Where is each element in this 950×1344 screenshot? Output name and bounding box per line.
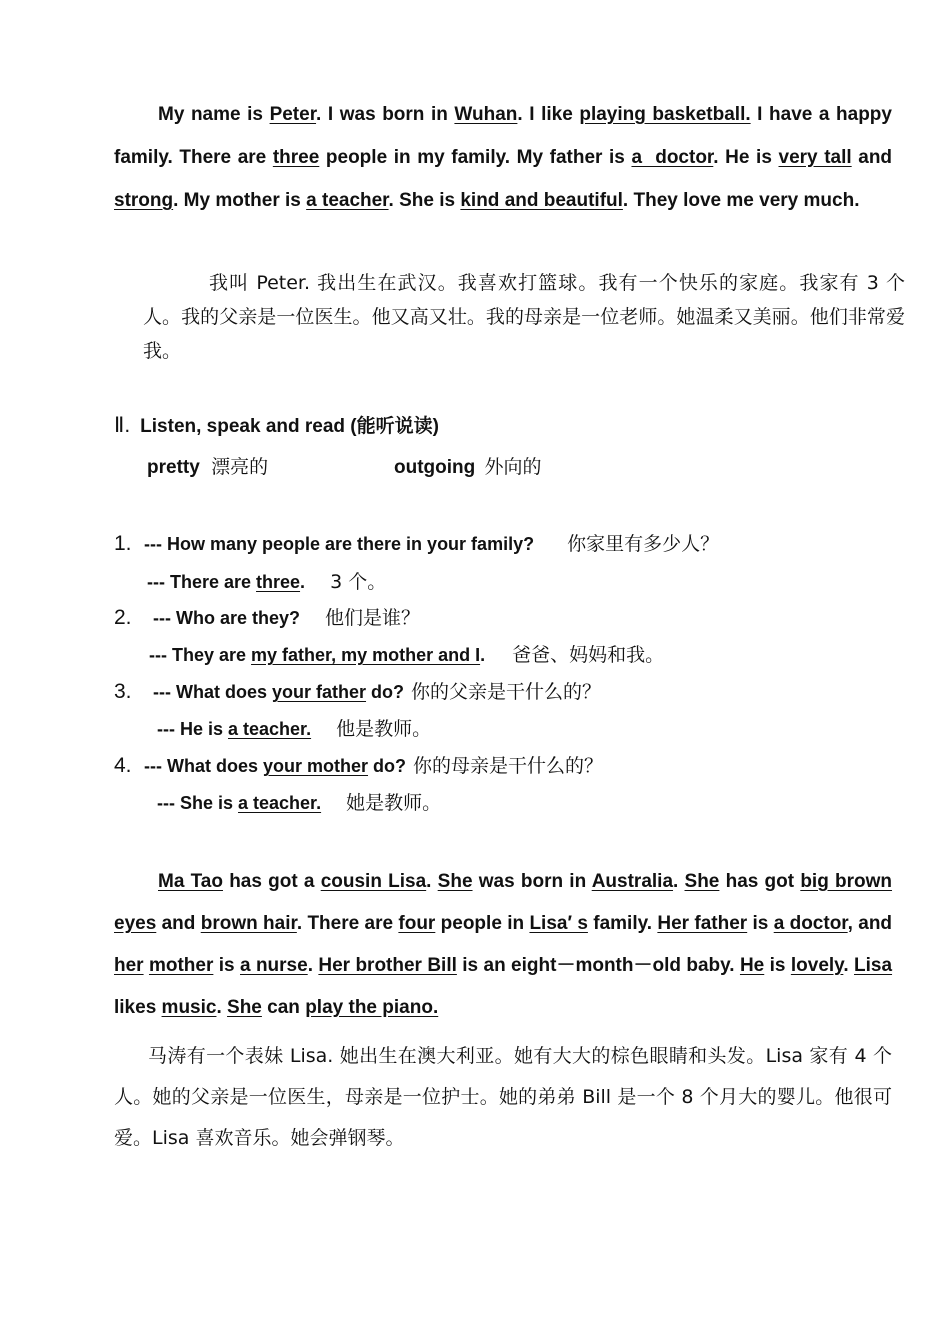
text: . She is bbox=[388, 190, 461, 211]
underlined-answer: Her brother Bill bbox=[318, 955, 457, 976]
answer-text: . bbox=[300, 572, 306, 592]
dialogue-answer bbox=[147, 567, 386, 594]
text: . He is bbox=[713, 147, 779, 168]
answer-text: --- She is bbox=[157, 793, 239, 813]
text: was born in bbox=[472, 871, 592, 892]
text: . There are bbox=[296, 913, 399, 934]
question-translation: 他们是谁？ bbox=[325, 607, 421, 629]
dialogue-question bbox=[114, 677, 601, 704]
underlined-answer: Ma Tao bbox=[158, 871, 223, 892]
text: I have a happy family. There are bbox=[114, 104, 892, 168]
dialogue-question bbox=[114, 751, 603, 778]
translation-2: 马涛有一个表妹 Lisa. 她出生在澳大利亚。她有大大的棕色眼睛和头发。Lisa 家有 4 个人。她的父亲是一位医生，母亲是一位护士。她的弟弟 Bill 是一个 8 个月大的婴儿。他很可爱。Lisa 喜欢音乐。她会弹钢琴。 bbox=[114, 1045, 892, 1149]
underlined-answer: mother bbox=[148, 955, 214, 976]
underlined-answer: Lisa′ s bbox=[529, 913, 588, 934]
underlined-answer: my father, my mother and I bbox=[251, 645, 481, 665]
underlined-answer: playing basketball. bbox=[579, 104, 751, 125]
text: likes bbox=[114, 997, 162, 1018]
underlined-answer: Her father bbox=[657, 913, 748, 934]
dialogue-question bbox=[114, 603, 420, 630]
vocab-meaning: 外向的 bbox=[484, 456, 542, 478]
underlined-answer: She bbox=[684, 871, 720, 892]
underlined-answer: a doctor bbox=[631, 147, 714, 168]
text: My name is bbox=[158, 104, 270, 125]
underlined-answer: She bbox=[227, 997, 262, 1018]
dialogue-number: 3. bbox=[114, 680, 132, 703]
underlined-answer: play the piano. bbox=[305, 997, 439, 1018]
vocab-word: pretty bbox=[147, 457, 200, 478]
section-title: Listen, speak and read (能听说读) bbox=[140, 416, 439, 437]
section-2-heading bbox=[114, 411, 439, 438]
dialogue-number: 2. bbox=[114, 606, 132, 629]
underlined-answer: He bbox=[739, 955, 765, 976]
text: can bbox=[261, 997, 306, 1018]
text: people in bbox=[435, 913, 530, 934]
underlined-answer: lovely bbox=[790, 955, 844, 976]
text: . bbox=[673, 871, 685, 892]
answer-text: --- He is bbox=[157, 719, 229, 739]
text: has got a bbox=[222, 871, 321, 892]
underlined-answer: her bbox=[114, 955, 144, 976]
answer-translation: 她是教师。 bbox=[346, 792, 442, 814]
dialogue-answer bbox=[157, 714, 431, 741]
question-text: --- How many people are there in your family? bbox=[144, 534, 535, 554]
underlined-answer: a teacher bbox=[306, 190, 389, 211]
text: people in my family. My father is bbox=[319, 147, 632, 168]
underlined-answer: your mother bbox=[263, 756, 369, 776]
dialogue-question bbox=[114, 529, 719, 556]
dialogue-number: 4. bbox=[114, 754, 132, 777]
underlined-answer: big brown eyes bbox=[114, 871, 893, 934]
vocab-row bbox=[394, 452, 542, 479]
underlined-answer: a teacher. bbox=[228, 719, 312, 739]
text: . I like bbox=[517, 104, 580, 125]
underlined-answer: very tall bbox=[778, 147, 852, 168]
vocab-word: outgoing bbox=[394, 457, 476, 478]
passage-2 bbox=[114, 861, 892, 1029]
underlined-answer: your father bbox=[272, 682, 367, 702]
question-translation: 你的母亲是干什么的？ bbox=[413, 755, 604, 777]
text: . They love me very much. bbox=[622, 190, 860, 211]
question-text: do? bbox=[368, 756, 407, 776]
text: is bbox=[764, 955, 791, 976]
text: . I was born in bbox=[316, 104, 455, 125]
text: . My mother is bbox=[173, 190, 307, 211]
question-translation: 你家里有多少人？ bbox=[567, 533, 720, 555]
answer-translation: 爸爸、妈妈和我。 bbox=[512, 644, 665, 666]
text: family. bbox=[587, 913, 658, 934]
answer-translation: 3 个。 bbox=[330, 571, 387, 593]
underlined-answer: kind and beautiful bbox=[460, 190, 623, 211]
underlined-answer: Wuhan bbox=[454, 104, 518, 125]
question-text: --- What does bbox=[153, 682, 272, 702]
text: . bbox=[426, 871, 438, 892]
answer-text: --- They are bbox=[149, 645, 252, 665]
text: , and bbox=[847, 913, 893, 934]
underlined-answer: brown hair bbox=[200, 913, 297, 934]
text: and bbox=[851, 147, 893, 168]
text: . bbox=[216, 997, 228, 1018]
dialogue-answer bbox=[149, 640, 664, 667]
question-text: --- Who are they? bbox=[153, 608, 300, 628]
underlined-answer: three bbox=[256, 572, 301, 592]
text: and bbox=[156, 913, 201, 934]
answer-text: --- There are bbox=[147, 572, 257, 592]
dialogue-number: 1. bbox=[114, 532, 132, 555]
answer-translation: 他是教师。 bbox=[336, 718, 432, 740]
underlined-answer: music bbox=[161, 997, 217, 1018]
underlined-answer: cousin Lisa bbox=[320, 871, 427, 892]
underlined-answer: a teacher. bbox=[238, 793, 322, 813]
underlined-answer: a doctor bbox=[773, 913, 848, 934]
answer-text: . bbox=[480, 645, 486, 665]
text: is bbox=[747, 913, 774, 934]
question-text: do? bbox=[366, 682, 405, 702]
underlined-answer: Peter bbox=[269, 104, 317, 125]
text: is an eight－month－old baby. bbox=[456, 955, 740, 976]
underlined-answer: Lisa bbox=[854, 955, 893, 976]
dialogue-answer bbox=[157, 788, 441, 815]
text: is bbox=[213, 955, 240, 976]
question-text: --- What does bbox=[144, 756, 263, 776]
underlined-answer: She bbox=[437, 871, 473, 892]
translation-1: 我叫 Peter. 我出生在武汉。我喜欢打篮球。我有一个快乐的家庭。我家有 3 个人。我的父亲是一位医生。他又高又壮。我的母亲是一位老师。她温柔又美丽。他们非常爱我。 bbox=[143, 272, 905, 362]
passage-1 bbox=[114, 93, 892, 222]
text: . bbox=[307, 955, 319, 976]
underlined-answer: a nurse bbox=[240, 955, 308, 976]
underlined-answer: three bbox=[272, 147, 320, 168]
underlined-answer: strong bbox=[114, 190, 174, 211]
vocab-row bbox=[147, 452, 268, 479]
underlined-answer: Australia bbox=[591, 871, 674, 892]
underlined-answer: four bbox=[398, 913, 436, 934]
section-numeral: Ⅱ. bbox=[114, 414, 131, 437]
text: has got bbox=[719, 871, 801, 892]
question-translation: 你的父亲是干什么的？ bbox=[411, 681, 602, 703]
text: . bbox=[843, 955, 855, 976]
vocab-meaning: 漂亮的 bbox=[211, 456, 269, 478]
